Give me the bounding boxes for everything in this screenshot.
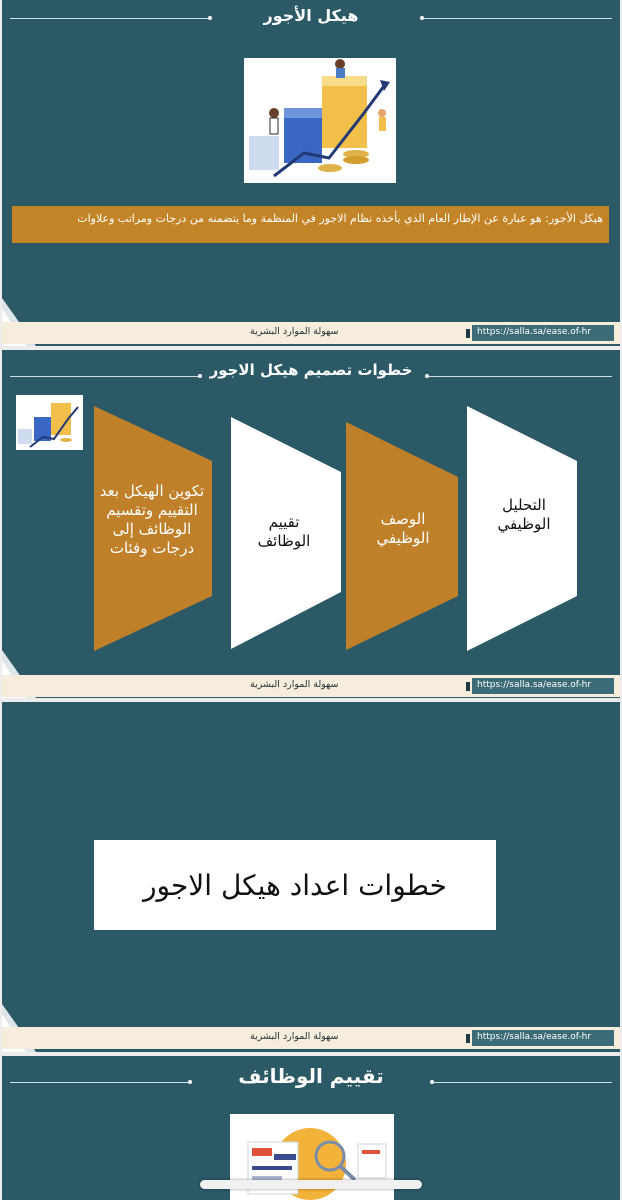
slide-4[interactable] <box>2 1056 620 1200</box>
step-label-1: التحليل الوظيفي <box>497 496 551 533</box>
slide-footer <box>2 1027 620 1049</box>
slide-3[interactable] <box>2 702 620 1052</box>
definition-text: هيكل الأجور: هو عبارة عن الإطار العام الذي يأخذه نظام الاجور في المنظمة وما يتضمنه من درجات ومراتب وعلاوات <box>12 206 609 243</box>
footer-url-link[interactable]: https://salla.sa/ease.of-hr <box>472 325 614 341</box>
footer-marker-icon <box>466 329 470 338</box>
slide-footer <box>2 322 620 344</box>
footer-org-name: سهولة الموارد البشرية <box>250 679 339 690</box>
footer-org-name: سهولة الموارد البشرية <box>250 326 339 337</box>
footer-marker-icon <box>466 682 470 691</box>
step-label-3: تقييم الوظائف <box>257 513 311 550</box>
section-title-box <box>94 840 496 930</box>
slide-title: تقييم الوظائف <box>238 1064 384 1088</box>
growth-chart-illustration <box>244 58 396 183</box>
growth-chart-thumbnail <box>16 395 83 450</box>
step-label-2: الوصف الوظيفي <box>376 510 430 547</box>
slide-1[interactable] <box>2 0 620 346</box>
home-indicator[interactable] <box>200 1180 422 1189</box>
slide-footer <box>2 675 620 697</box>
footer-url-link[interactable]: https://salla.sa/ease.of-hr <box>472 1030 614 1046</box>
slide-title: هيكل الأجور <box>263 6 359 25</box>
footer-marker-icon <box>466 1034 470 1043</box>
footer-org-name: سهولة الموارد البشرية <box>250 1031 339 1042</box>
step-label-4: تكوين الهيكل بعد التقييم وتقسيم الوظائف إلى درجات وفئات <box>99 482 205 557</box>
slide-title: خطوات تصميم هيكل الاجور <box>209 361 413 379</box>
slide-2[interactable] <box>2 350 620 698</box>
section-title: خطوات اعداد هيكل الاجور <box>143 868 447 902</box>
footer-url-link[interactable]: https://salla.sa/ease.of-hr <box>472 678 614 694</box>
